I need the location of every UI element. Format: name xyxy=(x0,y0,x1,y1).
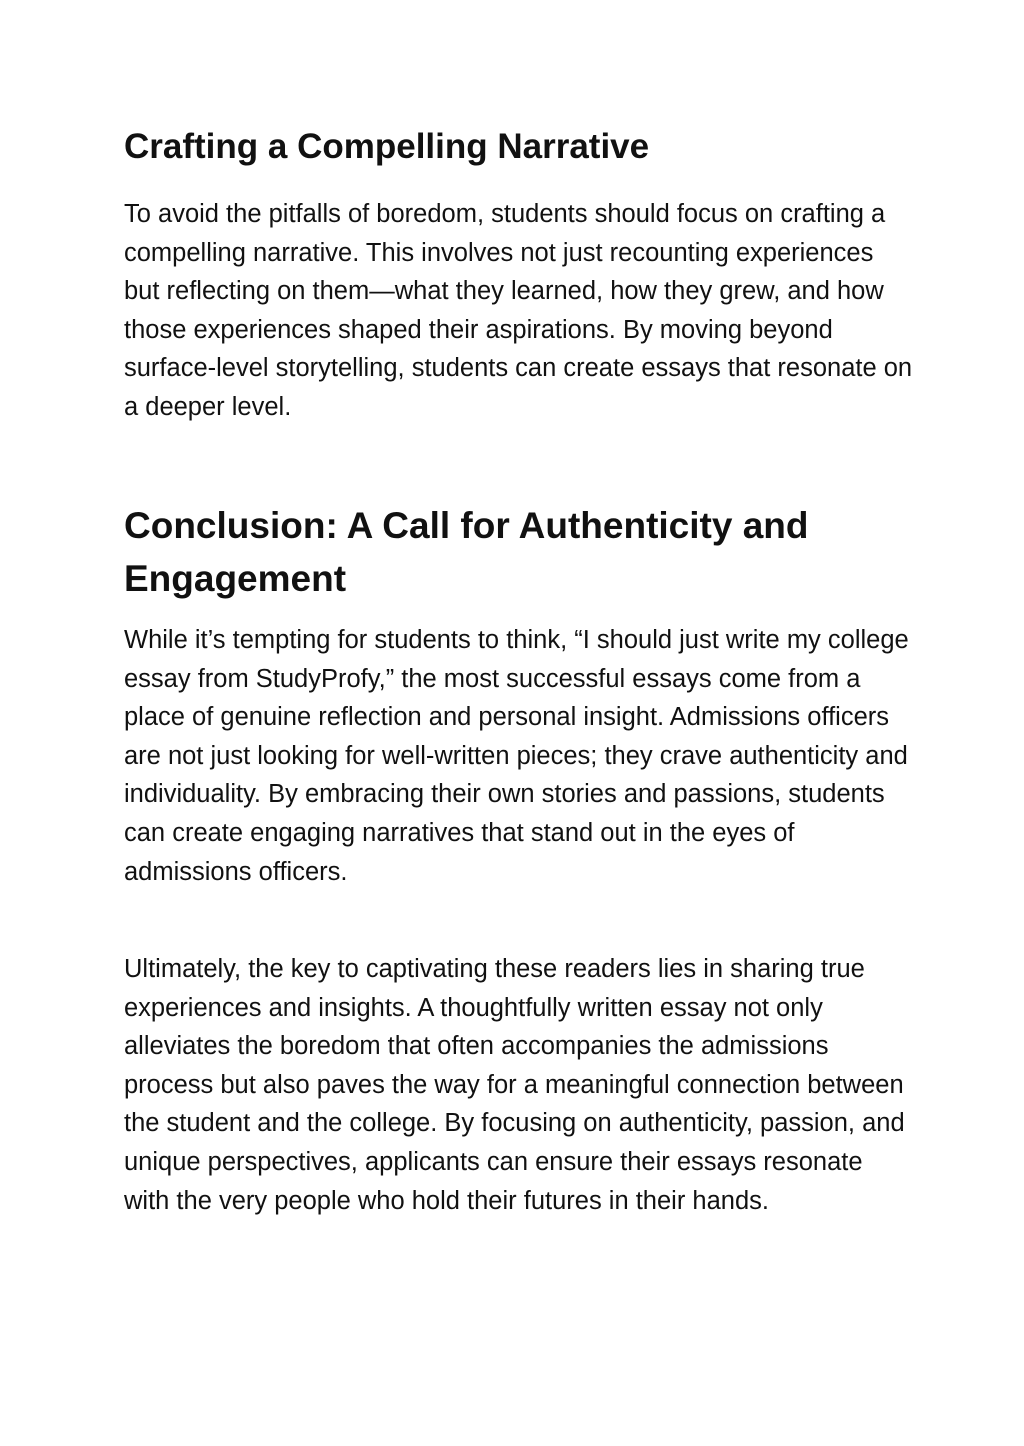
section-heading-crafting-narrative: Crafting a Compelling Narrative xyxy=(124,127,650,166)
paragraph-conclusion-2: Ultimately, the key to captivating these readers lies in sharing true experiences and insights. A thoughtfully written essay not only alleviates the boredom that often accompanies the admissions process but also paves the way for a meaningful connection between the student and the college. By focusing on authenticity, passion, and unique perspectives, applicants can ensure their essays resonate with the very people who hold their futures in their hands. xyxy=(124,955,905,1215)
paragraph-conclusion-1: While it’s tempting for students to think, “I should just write my college essay from StudyProfy,” the most successful essays come from a place of genuine reflection and personal insight. Admissions officers are not just looking for well-written pieces; they crave authenticity and individuality. By embracing their own stories and passions, students can create engaging narratives that stand out in the eyes of admissions officers. xyxy=(124,626,909,886)
paragraph-crafting-narrative: To avoid the pitfalls of boredom, students should focus on crafting a compelling narrative. This involves not just recounting experiences but reflecting on them—what they learned, how they grew, and how those experiences shaped their aspirations. By moving beyond surface-level storytelling, students can create essays that resonate on a deeper level. xyxy=(124,200,913,421)
section-heading-conclusion: Conclusion: A Call for Authenticity and Engagement xyxy=(124,505,809,599)
